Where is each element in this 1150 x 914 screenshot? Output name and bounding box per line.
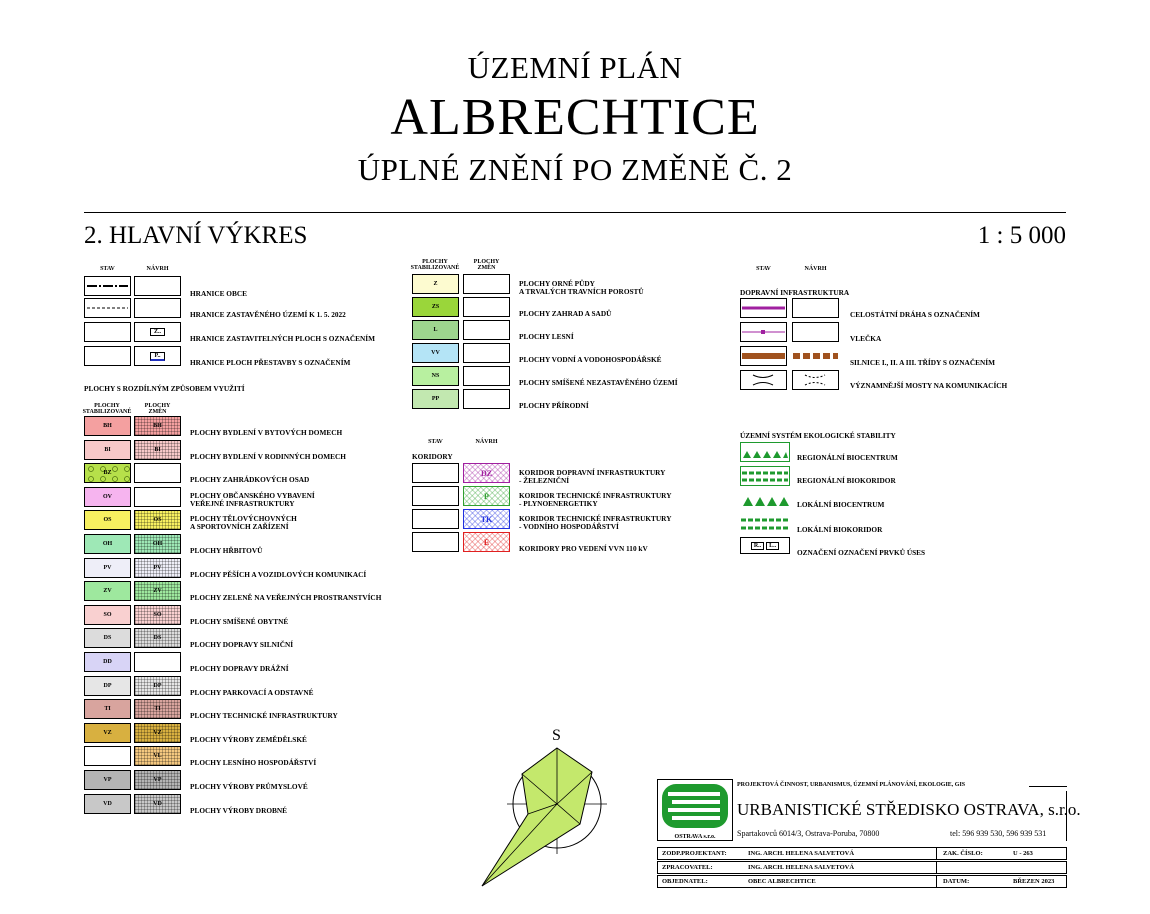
land-use-code: DD (103, 659, 112, 665)
boundary-zastavitelnych-proposal (134, 322, 181, 342)
boundary-label: HRANICE ZASTAVITELNÝCH PLOCH S OZNAČENÍM (190, 334, 376, 343)
nature-label: PLOCHY LESNÍ (519, 332, 574, 341)
nature-proposal-swatch (463, 343, 510, 363)
land-use-code: VZ (103, 730, 112, 736)
land-use-stabilized-swatch (84, 770, 131, 790)
uses-label: REGIONÁLNÍ BIOKORIDOR (797, 476, 896, 485)
corridor-code: E (483, 537, 490, 547)
title-block-key: ZAK. ČÍSLO: (943, 850, 983, 857)
uses-marking-symbol (740, 537, 790, 554)
company-address: Spartakovců 6014/3, Ostrava-Poruba, 70800 (737, 829, 880, 838)
land-use-stabilized-swatch (84, 416, 131, 436)
land-use-label: PLOCHY VÝROBY DROBNÉ (190, 806, 288, 815)
land-use-proposal-swatch (134, 605, 181, 625)
boundary-prestavby-proposal (134, 346, 181, 366)
nature-label: PLOCHY PŘÍRODNÍ (519, 401, 589, 410)
land-use-stabilized-swatch (84, 723, 131, 743)
col-header-stabilized: PLOCHY STABILIZOVANÉ (82, 403, 132, 415)
land-use-proposal-swatch (134, 510, 181, 530)
regional-biocorridor-symbol (740, 466, 790, 486)
col-header-stav: STAV (756, 266, 771, 272)
land-use-proposal-code: DS (153, 635, 162, 641)
boundary-obce-symbol (84, 276, 131, 296)
corridor-proposal-swatch (463, 486, 510, 506)
company-name: URBANISTICKÉ STŘEDISKO OSTRAVA, s.r.o. (737, 800, 1081, 819)
land-use-stabilized-swatch (84, 746, 131, 766)
land-use-proposal-code: SO (153, 612, 162, 618)
corridors-legend (412, 463, 712, 563)
nature-code: PP (431, 396, 440, 402)
siding-symbol (740, 322, 787, 342)
land-use-proposal-swatch (134, 558, 181, 578)
land-use-proposal-swatch (134, 723, 181, 743)
land-use-code: PV (103, 565, 112, 571)
regional-biocentre-symbol (740, 442, 790, 462)
nature-stabilized-swatch (412, 274, 459, 294)
land-use-stabilized-swatch (84, 487, 131, 507)
company-phone: tel: 596 939 530, 596 939 531 (950, 829, 1047, 838)
land-use-label: PLOCHY SMÍŠENÉ OBYTNÉ (190, 617, 289, 626)
corridor-label: KORIDORY PRO VEDENÍ VVN 110 kV (519, 544, 648, 553)
road-symbol (740, 346, 787, 366)
land-use-label: PLOCHY BYDLENÍ V BYTOVÝCH DOMECH (190, 428, 343, 437)
corridors-title: KORIDORY (412, 452, 453, 461)
uses-system-title: ÚZEMNÍ SYSTÉM EKOLOGICKÉ STABILITY (740, 431, 896, 440)
land-use-code: BH (103, 423, 112, 429)
land-use-proposal-code: BH (153, 423, 162, 429)
land-use-code: VP (103, 777, 112, 783)
title-block-divider (936, 862, 937, 873)
land-use-proposal-swatch (134, 463, 181, 483)
land-use-label: PLOCHY VÝROBY ZEMĚDĚLSKÉ (190, 735, 307, 744)
land-use-stabilized-swatch (84, 676, 131, 696)
bridge-symbol (740, 370, 787, 390)
land-use-label: PLOCHY BYDLENÍ V RODINNÝCH DOMECH (190, 452, 346, 461)
land-use-stabilized-swatch (84, 534, 131, 554)
title-block-key: DATUM: (943, 878, 970, 885)
local-biocorridor-symbol (740, 514, 790, 534)
uses-label: OZNAČENÍ OZNAČENÍ PRVKŮ ÚSES (797, 548, 926, 557)
land-use-proposal-swatch (134, 628, 181, 648)
col-header-stav: STAV (100, 266, 115, 272)
land-use-code: VD (103, 801, 112, 807)
bridge-proposal (792, 370, 839, 390)
title-block (657, 779, 1081, 887)
nature-label: PLOCHY VODNÍ A VODOHOSPODÁŘSKÉ (519, 355, 662, 364)
rail-symbol (740, 298, 787, 318)
boundary-label: HRANICE OBCE (190, 289, 247, 298)
corridor-code: P (484, 491, 489, 501)
nature-label: PLOCHY ORNÉ PŮDY A TRVALÝCH TRAVNÍCH POROSTŮ (519, 279, 644, 296)
north-letter: S (552, 727, 561, 744)
land-use-stabilized-swatch (84, 794, 131, 814)
land-use-stabilized-swatch (84, 581, 131, 601)
boundary-label: HRANICE ZASTAVĚNÉHO ÚZEMÍ K 1. 5. 2022 (190, 310, 346, 319)
boundary-obce-proposal (134, 276, 181, 296)
corridor-state-swatch (412, 463, 459, 483)
municipality-title: ALBRECHTICE (390, 89, 760, 146)
nature-code: VV (431, 350, 440, 356)
corridor-proposal-swatch (463, 463, 510, 483)
uses-label: LOKÁLNÍ BIOCENTRUM (797, 500, 885, 509)
col-header-changes: PLOCHY ZMĚN (144, 403, 171, 415)
land-use-label: PLOCHY TECHNICKÉ INFRASTRUKTURY (190, 711, 338, 720)
land-use-code: OS (103, 517, 112, 523)
sheet-scale: 1 : 5 000 (977, 222, 1066, 249)
col-header-navrh: NÁVRH (804, 266, 827, 272)
nature-stabilized-swatch (412, 297, 459, 317)
col-header-changes: PLOCHY ZMĚN (473, 259, 500, 271)
land-use-proposal-swatch (134, 440, 181, 460)
uses-label: REGIONÁLNÍ BIOCENTRUM (797, 453, 898, 462)
land-use-proposal-swatch (134, 746, 181, 766)
land-use-proposal-code: BI (154, 447, 161, 453)
corridor-label: KORIDOR DOPRAVNÍ INFRASTRUKTURY - ŽELEZNIČNÍ (519, 468, 666, 485)
col-header-navrh: NÁVRH (475, 439, 498, 445)
uses-label: LOKÁLNÍ BIOKORIDOR (797, 525, 883, 534)
uses-tag: L.. (766, 542, 779, 550)
land-use-proposal-swatch (134, 699, 181, 719)
title-block-row (657, 847, 1067, 860)
land-use-stabilized-swatch (84, 652, 131, 672)
land-use-proposal-code: ZV (153, 588, 162, 594)
land-use-code: BI (104, 447, 111, 453)
nature-proposal-swatch (463, 366, 510, 386)
title-block-key: OBJEDNATEL: (662, 878, 708, 885)
title-block-value: BŘEZEN 2023 (1013, 878, 1055, 885)
land-use-proposal-code: VL (153, 753, 162, 759)
road-proposal (792, 346, 839, 366)
land-use-label: PLOCHY PĚŠÍCH A VOZIDLOVÝCH KOMUNIKACÍ (190, 570, 367, 579)
land-use-stabilized-swatch (84, 463, 131, 483)
transport-title: DOPRAVNÍ INFRASTRUKTURA (740, 288, 850, 297)
title-block-value: OBEC ALBRECHTICE (748, 878, 816, 885)
land-use-label: PLOCHY DOPRAVY DRÁŽNÍ (190, 664, 289, 673)
boundary-prestavby-symbol (84, 346, 131, 366)
logo-text: OSTRAVA s.r.o. (674, 834, 716, 840)
land-use-code: DS (103, 635, 112, 641)
corridor-proposal-swatch (463, 532, 510, 552)
proposal-tag: P.. (150, 352, 164, 361)
boundary-zastavitelnych-symbol (84, 322, 131, 342)
nature-code: ZS (431, 304, 440, 310)
land-use-proposal-swatch (134, 652, 181, 672)
nature-code: L (433, 327, 438, 333)
land-use-label: PLOCHY HŘBITOVŮ (190, 546, 263, 555)
rail-proposal (792, 298, 839, 318)
corridor-state-swatch (412, 486, 459, 506)
land-use-label: PLOCHY DOPRAVY SILNIČNÍ (190, 640, 294, 649)
title-block-value: ING. ARCH. HELENA SALVETOVÁ (748, 864, 855, 871)
land-use-proposal-swatch (134, 581, 181, 601)
land-use-code: OH (102, 541, 113, 547)
title-block-key: ZODP.PROJEKTANT: (662, 850, 727, 857)
boundary-zastaveneho-symbol (84, 298, 131, 318)
uses-tag: R.. (751, 542, 764, 550)
land-use-proposal-swatch (134, 676, 181, 696)
nature-proposal-swatch (463, 320, 510, 340)
land-use-code: DP (103, 683, 112, 689)
col-header-navrh: NÁVRH (146, 266, 169, 272)
land-use-stabilized-swatch (84, 699, 131, 719)
boundary-label: HRANICE PLOCH PŘESTAVBY S OZNAČENÍM (190, 358, 351, 367)
nature-label: PLOCHY ZAHRAD A SADŮ (519, 309, 612, 318)
land-use-label: PLOCHY LESNÍHO HOSPODÁŘSTVÍ (190, 758, 317, 767)
land-use-code: OV (103, 494, 112, 500)
land-use-proposal-swatch (134, 794, 181, 814)
boundary-zastaveneho-proposal (134, 298, 181, 318)
corridor-proposal-swatch (463, 509, 510, 529)
land-use-label: PLOCHY VÝROBY PRŮMYSLOVÉ (190, 782, 308, 791)
nature-code: Z (433, 281, 438, 287)
col-header-stav: STAV (428, 439, 443, 445)
siding-proposal (792, 322, 839, 342)
land-use-proposal-swatch (134, 770, 181, 790)
nature-stabilized-swatch (412, 343, 459, 363)
nature-proposal-swatch (463, 297, 510, 317)
company-services: PROJEKTOVÁ ČINNOST, URBANISMUS, ÚZEMNÍ PLÁNOVÁNÍ, EKOLOGIE, GIS (737, 782, 966, 788)
land-use-proposal-code: TI (154, 706, 161, 712)
land-use-code: BZ (103, 470, 112, 476)
land-use-proposal-code: OS (153, 517, 162, 523)
nature-label: PLOCHY SMÍŠENÉ NEZASTAVĚNÉHO ÚZEMÍ (519, 378, 678, 387)
transport-label: VLEČKA (850, 334, 882, 343)
land-use-label: PLOCHY TĚLOVÝCHOVNÝCH A SPORTOVNÍCH ZAŘÍZENÍ (190, 514, 297, 531)
corridor-code: DZ (480, 468, 493, 478)
proposal-tag: Z.. (150, 328, 165, 336)
land-use-proposal-code: VZ (153, 730, 162, 736)
title-block-table (657, 841, 1067, 887)
land-use-label: PLOCHY OBČANSKÉHO VYBAVENÍ VEŘEJNÉ INFRASTRUKTURY (190, 491, 315, 508)
local-biocentre-symbol (740, 490, 790, 510)
transport-label: CELOSTÁTNÍ DRÁHA S OZNAČENÍM (850, 310, 980, 319)
land-use-stabilized-swatch (84, 440, 131, 460)
corridor-label: KORIDOR TECHNICKÉ INFRASTRUKTURY - VODNÍHO HOSPODÁŘSTVÍ (519, 514, 672, 531)
title-block-row (657, 875, 1067, 888)
corridor-code: TK (480, 514, 493, 524)
land-use-proposal-swatch (134, 416, 181, 436)
nature-proposal-swatch (463, 274, 510, 294)
nature-proposal-swatch (463, 389, 510, 409)
title-block-divider (936, 848, 937, 859)
title-block-divider (936, 876, 937, 887)
land-use-label: PLOCHY ZAHRÁDKOVÝCH OSAD (190, 475, 310, 484)
transport-label: SILNICE I., II. A III. TŘÍDY S OZNAČENÍM (850, 358, 995, 367)
title-block-key: ZPRACOVATEL: (662, 864, 713, 871)
land-use-code: SO (103, 612, 112, 618)
nature-code: NS (431, 373, 440, 379)
col-header-stabilized: PLOCHY STABILIZOVANÉ (410, 259, 460, 271)
uses-section-title: PLOCHY S ROZDÍLNÝM ZPŮSOBEM VYUŽITÍ (84, 384, 245, 393)
company-logo (657, 779, 733, 841)
corridor-label: KORIDOR TECHNICKÉ INFRASTRUKTURY - PLYNOENERGETIKY (519, 491, 672, 508)
land-use-proposal-swatch (134, 534, 181, 554)
land-use-stabilized-swatch (84, 558, 131, 578)
land-use-code: TI (104, 706, 111, 712)
plan-type-title: ÚZEMNÍ PLÁN (467, 50, 683, 85)
title-block-value: ING. ARCH. HELENA SALVETOVÁ (748, 850, 855, 857)
north-arrow (470, 744, 620, 894)
land-use-stabilized-swatch (84, 510, 131, 530)
nature-legend (412, 274, 712, 424)
land-use-proposal-code: PV (153, 565, 162, 571)
land-use-proposal-code: DP (153, 683, 162, 689)
land-use-stabilized-swatch (84, 628, 131, 648)
services-rule (1029, 786, 1067, 787)
version-title: ÚPLNÉ ZNĚNÍ PO ZMĚNĚ Č. 2 (357, 152, 793, 187)
land-use-code: ZV (103, 588, 112, 594)
transport-label: VÝZNAMNĚJŠÍ MOSTY NA KOMUNIKACÍCH (850, 381, 1008, 390)
land-use-legend (84, 416, 414, 826)
nature-stabilized-swatch (412, 389, 459, 409)
nature-stabilized-swatch (412, 366, 459, 386)
land-use-proposal-swatch (134, 487, 181, 507)
sheet-name: 2. HLAVNÍ VÝKRES (84, 222, 308, 249)
land-use-proposal-code: OH (152, 541, 163, 547)
land-use-stabilized-swatch (84, 605, 131, 625)
nature-stabilized-swatch (412, 320, 459, 340)
title-block-row (657, 861, 1067, 874)
land-use-proposal-code: VP (153, 777, 162, 783)
corridor-state-swatch (412, 532, 459, 552)
title-divider (84, 212, 1066, 213)
land-use-proposal-code: VD (153, 801, 162, 807)
land-use-label: PLOCHY ZELENĚ NA VEŘEJNÝCH PROSTRANSTVÍCH (190, 593, 382, 602)
title-block-value: U - 263 (1013, 850, 1033, 857)
corridor-state-swatch (412, 509, 459, 529)
land-use-label: PLOCHY PARKOVACÍ A ODSTAVNÉ (190, 688, 314, 697)
